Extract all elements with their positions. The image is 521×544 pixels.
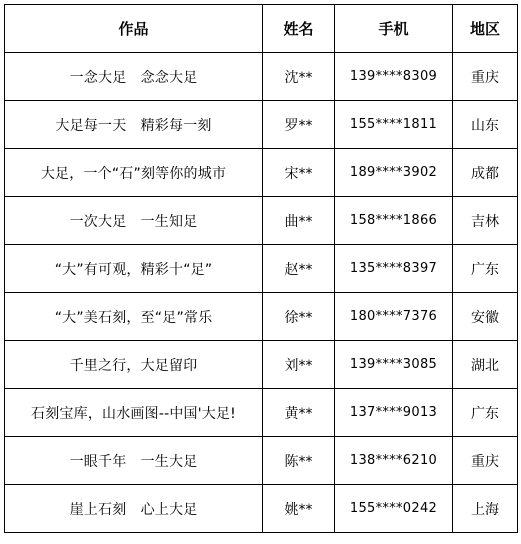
work-cell: 大足，一个“石”刻等你的城市: [5, 149, 263, 197]
region-cell: 安徽: [453, 293, 518, 341]
header-row: [5, 5, 518, 53]
work-cell: 一眼千年 一生大足: [5, 437, 263, 485]
table-row: [5, 341, 518, 389]
name-cell: 罗**: [263, 101, 335, 149]
table-row: [5, 197, 518, 245]
header-phone: 手机: [335, 5, 453, 53]
region-cell: 广东: [453, 389, 518, 437]
region-cell: 湖北: [453, 341, 518, 389]
phone-cell: 139****3085: [335, 341, 453, 389]
table-row: [5, 53, 518, 101]
region-cell: 山东: [453, 101, 518, 149]
region-cell: 吉林: [453, 197, 518, 245]
header-name: 姓名: [263, 5, 335, 53]
region-cell: 广东: [453, 245, 518, 293]
phone-cell: 155****0242: [335, 485, 453, 533]
work-cell: 石刻宝库，山水画图--中国'大足!: [5, 389, 263, 437]
header-work: 作品: [5, 5, 263, 53]
region-cell: 重庆: [453, 437, 518, 485]
name-cell: 曲**: [263, 197, 335, 245]
name-cell: 刘**: [263, 341, 335, 389]
phone-cell: 135****8397: [335, 245, 453, 293]
region-cell: 成都: [453, 149, 518, 197]
work-cell: 一次大足 一生知足: [5, 197, 263, 245]
phone-cell: 137****9013: [335, 389, 453, 437]
name-cell: 黄**: [263, 389, 335, 437]
name-cell: 姚**: [263, 485, 335, 533]
name-cell: 沈**: [263, 53, 335, 101]
table-row: [5, 485, 518, 533]
phone-cell: 139****8309: [335, 53, 453, 101]
table-row: [5, 293, 518, 341]
name-cell: 赵**: [263, 245, 335, 293]
table-row: [5, 149, 518, 197]
phone-cell: 158****1866: [335, 197, 453, 245]
work-cell: 大足每一天 精彩每一刻: [5, 101, 263, 149]
phone-cell: 180****7376: [335, 293, 453, 341]
table-row: [5, 389, 518, 437]
results-sheet: [4, 4, 517, 538]
name-cell: 宋**: [263, 149, 335, 197]
work-cell: 一念大足 念念大足: [5, 53, 263, 101]
phone-cell: 189****3902: [335, 149, 453, 197]
table-row: [5, 437, 518, 485]
table-row: [5, 101, 518, 149]
name-cell: 陈**: [263, 437, 335, 485]
work-cell: 千里之行，大足留印: [5, 341, 263, 389]
region-cell: 上海: [453, 485, 518, 533]
region-cell: 重庆: [453, 53, 518, 101]
header-region: 地区: [453, 5, 518, 53]
work-cell: “大”有可观，精彩十“足”: [5, 245, 263, 293]
entries-table: [4, 4, 518, 533]
work-cell: 崖上石刻 心上大足: [5, 485, 263, 533]
table-row: [5, 245, 518, 293]
name-cell: 徐**: [263, 293, 335, 341]
phone-cell: 138****6210: [335, 437, 453, 485]
phone-cell: 155****1811: [335, 101, 453, 149]
work-cell: “大”美石刻，至“足”常乐: [5, 293, 263, 341]
